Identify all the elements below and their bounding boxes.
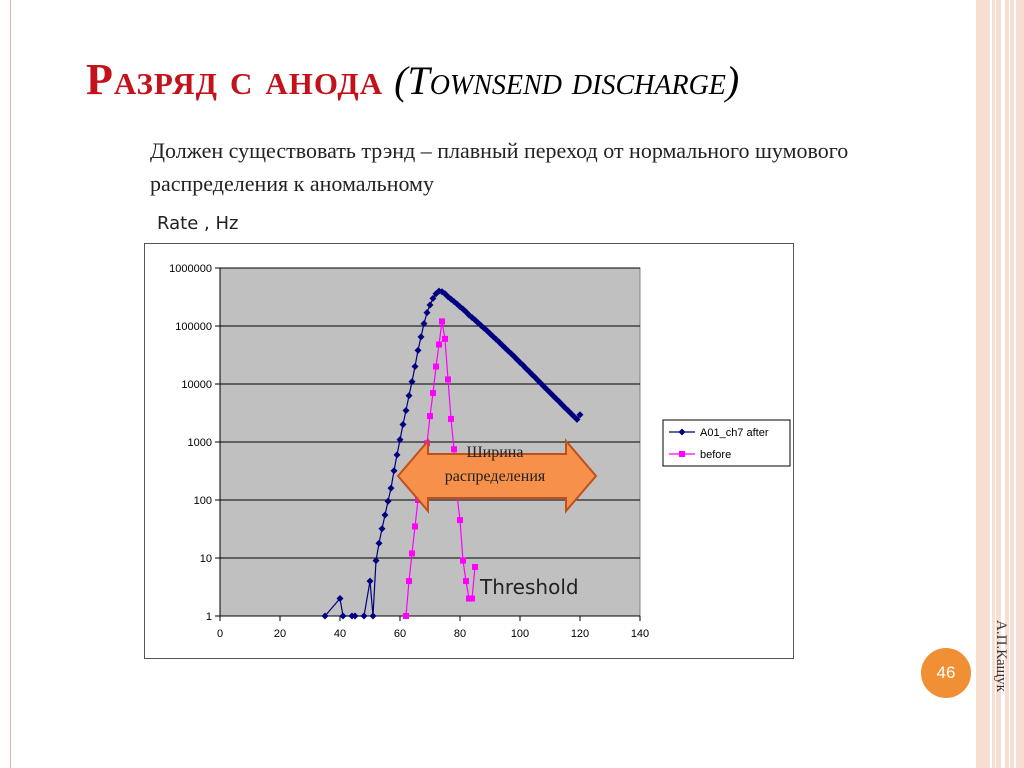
x-tick-label: 40 [333, 628, 347, 640]
threshold-annotation: Threshold [480, 575, 579, 599]
data-point [442, 336, 448, 342]
data-point [406, 578, 412, 584]
y-tick-label: 100000 [175, 321, 212, 333]
slide-title-sub: (Townsend discharge) [394, 58, 740, 103]
y-axis-label: Rate , Hz [157, 213, 239, 234]
data-point [460, 558, 466, 564]
data-point [439, 318, 445, 324]
slide-title-main: Разряд с анода [86, 55, 384, 104]
y-tick-label: 10 [199, 553, 212, 565]
y-tick-label: 1000000 [169, 263, 212, 275]
data-point [463, 578, 469, 584]
arrow-annotation-label: Ширина распределения [444, 444, 546, 485]
data-point [433, 364, 439, 370]
x-tick-label: 80 [453, 628, 467, 640]
x-tick-label: 140 [630, 628, 650, 640]
y-tick-label: 10000 [181, 379, 212, 391]
data-point [448, 416, 454, 422]
page-number-badge [921, 648, 971, 698]
data-point [403, 613, 409, 619]
y-tick-label: 1000 [187, 437, 212, 449]
y-tick-label: 100 [193, 495, 212, 507]
data-point [412, 523, 418, 529]
slide-title [86, 54, 739, 105]
data-point [472, 564, 478, 570]
y-tick-label: 1 [205, 611, 212, 623]
x-tick-label: 60 [393, 628, 407, 640]
author-label: А.П.Кащук [993, 620, 1009, 692]
data-point [445, 376, 451, 382]
x-tick-label: 0 [216, 628, 224, 640]
data-point [427, 413, 433, 419]
data-point [469, 596, 475, 602]
slide-border-line [10, 0, 11, 768]
legend-label: before [700, 449, 732, 461]
data-point [409, 550, 415, 556]
data-point [436, 341, 442, 347]
x-tick-label: 120 [570, 628, 590, 640]
legend-label: A01_ch7 after [700, 427, 769, 439]
legend-marker [679, 451, 685, 457]
slide-subtitle: Должен существовать трэнд – плавный переход от нормального шумового распределения к аномальному [150, 138, 849, 196]
data-point [457, 517, 463, 523]
x-tick-label: 100 [510, 628, 530, 640]
x-tick-label: 20 [273, 628, 287, 640]
data-point [430, 390, 436, 396]
page-number: 46 [936, 663, 956, 682]
